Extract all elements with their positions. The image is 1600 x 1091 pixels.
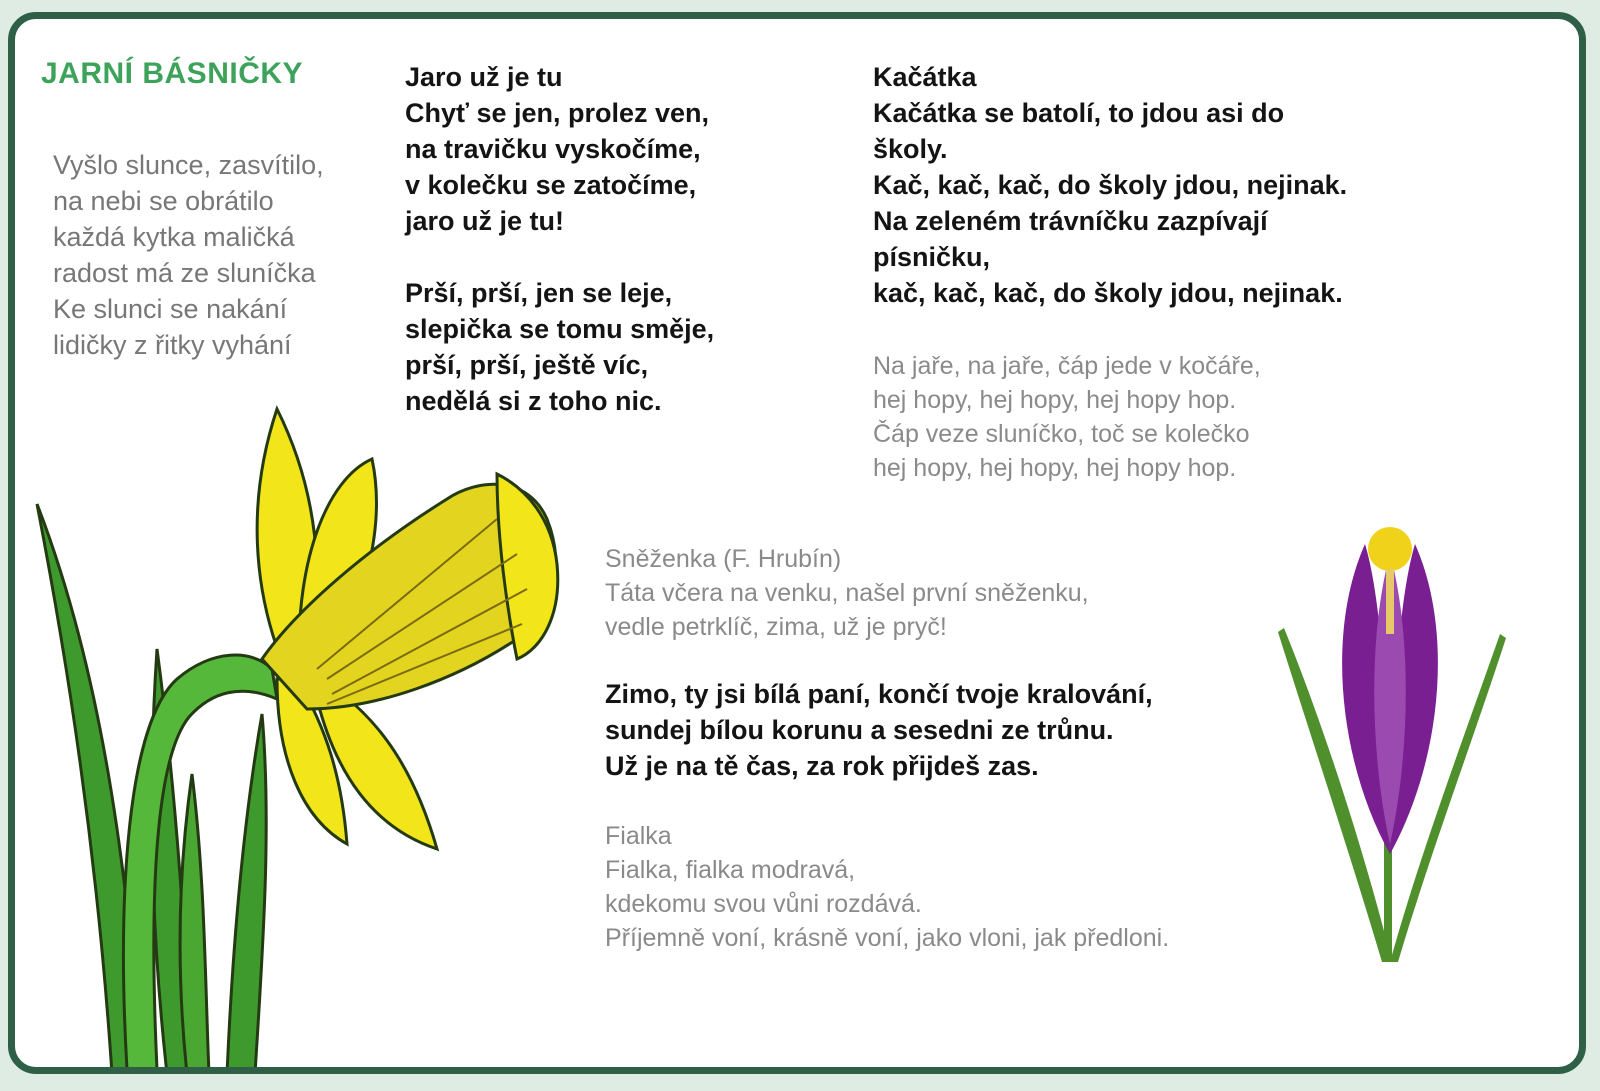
stamen-icon xyxy=(1368,527,1412,571)
poem-line: na travičku vyskočíme, xyxy=(405,134,701,164)
poem-line: Vyšlo slunce, zasvítilo, xyxy=(53,150,324,180)
poem-line: nedělá si z toho nic. xyxy=(405,386,662,416)
poem-line: Táta včera na venku, našel první sněženku, xyxy=(605,579,1089,607)
poem-line: prší, prší, ještě víc, xyxy=(405,350,649,380)
poem-line: v kolečku se zatočíme, xyxy=(405,170,697,200)
poem-line: Ke slunci se nakání xyxy=(53,294,288,324)
poem-heading: Jaro už je tu xyxy=(405,62,563,92)
poem-line: Příjemně voní, krásně voní, jako vloni, jak předloni. xyxy=(605,924,1170,952)
poem-line: každá kytka maličká xyxy=(53,222,295,252)
poem-card xyxy=(8,12,1586,1074)
stanza-gap xyxy=(405,239,714,275)
poem-line: Na zeleném trávníčku zazpívají xyxy=(873,206,1268,236)
poem-line: jaro už je tu! xyxy=(405,206,565,236)
poem-snezenka xyxy=(605,542,1089,644)
poem-line: lidičky z řitky vyhání xyxy=(53,330,292,360)
poem-line: hej hopy, hej hopy, hej hopy hop. xyxy=(873,386,1237,414)
poem-heading: Fialka xyxy=(605,822,672,850)
daffodil-illustration xyxy=(27,379,587,1074)
poem-jaro-uz-je-tu xyxy=(405,59,714,419)
poem-line: školy. xyxy=(873,134,948,164)
poem-kacatka xyxy=(873,59,1347,311)
page-title: JARNÍ BÁSNIČKY xyxy=(41,57,304,90)
poem-line: kdekomu svou vůni rozdává. xyxy=(605,890,922,918)
poem-line: kač, kač, kač, do školy jdou, nejinak. xyxy=(873,278,1343,308)
poem-line: hej hopy, hej hopy, hej hopy hop. xyxy=(873,454,1237,482)
poem-vyslo-slunce xyxy=(53,147,324,363)
leaf-icon xyxy=(180,774,209,1074)
poem-line: Kač, kač, kač, do školy jdou, nejinak. xyxy=(873,170,1348,200)
poem-line: písničku, xyxy=(873,242,991,272)
poem-line: sundej bílou korunu a sesedni ze trůnu. xyxy=(605,715,1114,745)
poem-fialka xyxy=(605,819,1169,955)
poem-heading: Kačátka xyxy=(873,62,977,92)
poem-line: Prší, prší, jen se leje, xyxy=(405,278,673,308)
poem-heading: Sněženka (F. Hrubín) xyxy=(605,545,842,573)
poem-line: slepička se tomu směje, xyxy=(405,314,715,344)
poem-na-jare xyxy=(873,349,1261,485)
leaf-icon xyxy=(227,714,266,1074)
poem-line: na nebi se obrátilo xyxy=(53,186,274,216)
poem-line: Čáp veze sluníčko, toč se kolečko xyxy=(873,420,1250,448)
poem-zimo xyxy=(605,676,1153,784)
crocus-illustration xyxy=(1270,514,1510,974)
poem-line: Kačátka se batolí, to jdou asi do xyxy=(873,98,1285,128)
poem-line: Chyť se jen, prolez ven, xyxy=(405,98,710,128)
poem-line: Fialka, fialka modravá, xyxy=(605,856,856,884)
poem-line: Už je na tě čas, za rok přijdeš zas. xyxy=(605,751,1039,781)
poem-line: vedle petrklíč, zima, už je pryč! xyxy=(605,613,947,641)
poem-line: Zimo, ty jsi bílá paní, končí tvoje kralování, xyxy=(605,679,1153,709)
poem-line: radost má ze sluníčka xyxy=(53,258,316,288)
stamen-stalk-icon xyxy=(1386,569,1394,634)
poem-line: Na jaře, na jaře, čáp jede v kočáře, xyxy=(873,352,1261,380)
